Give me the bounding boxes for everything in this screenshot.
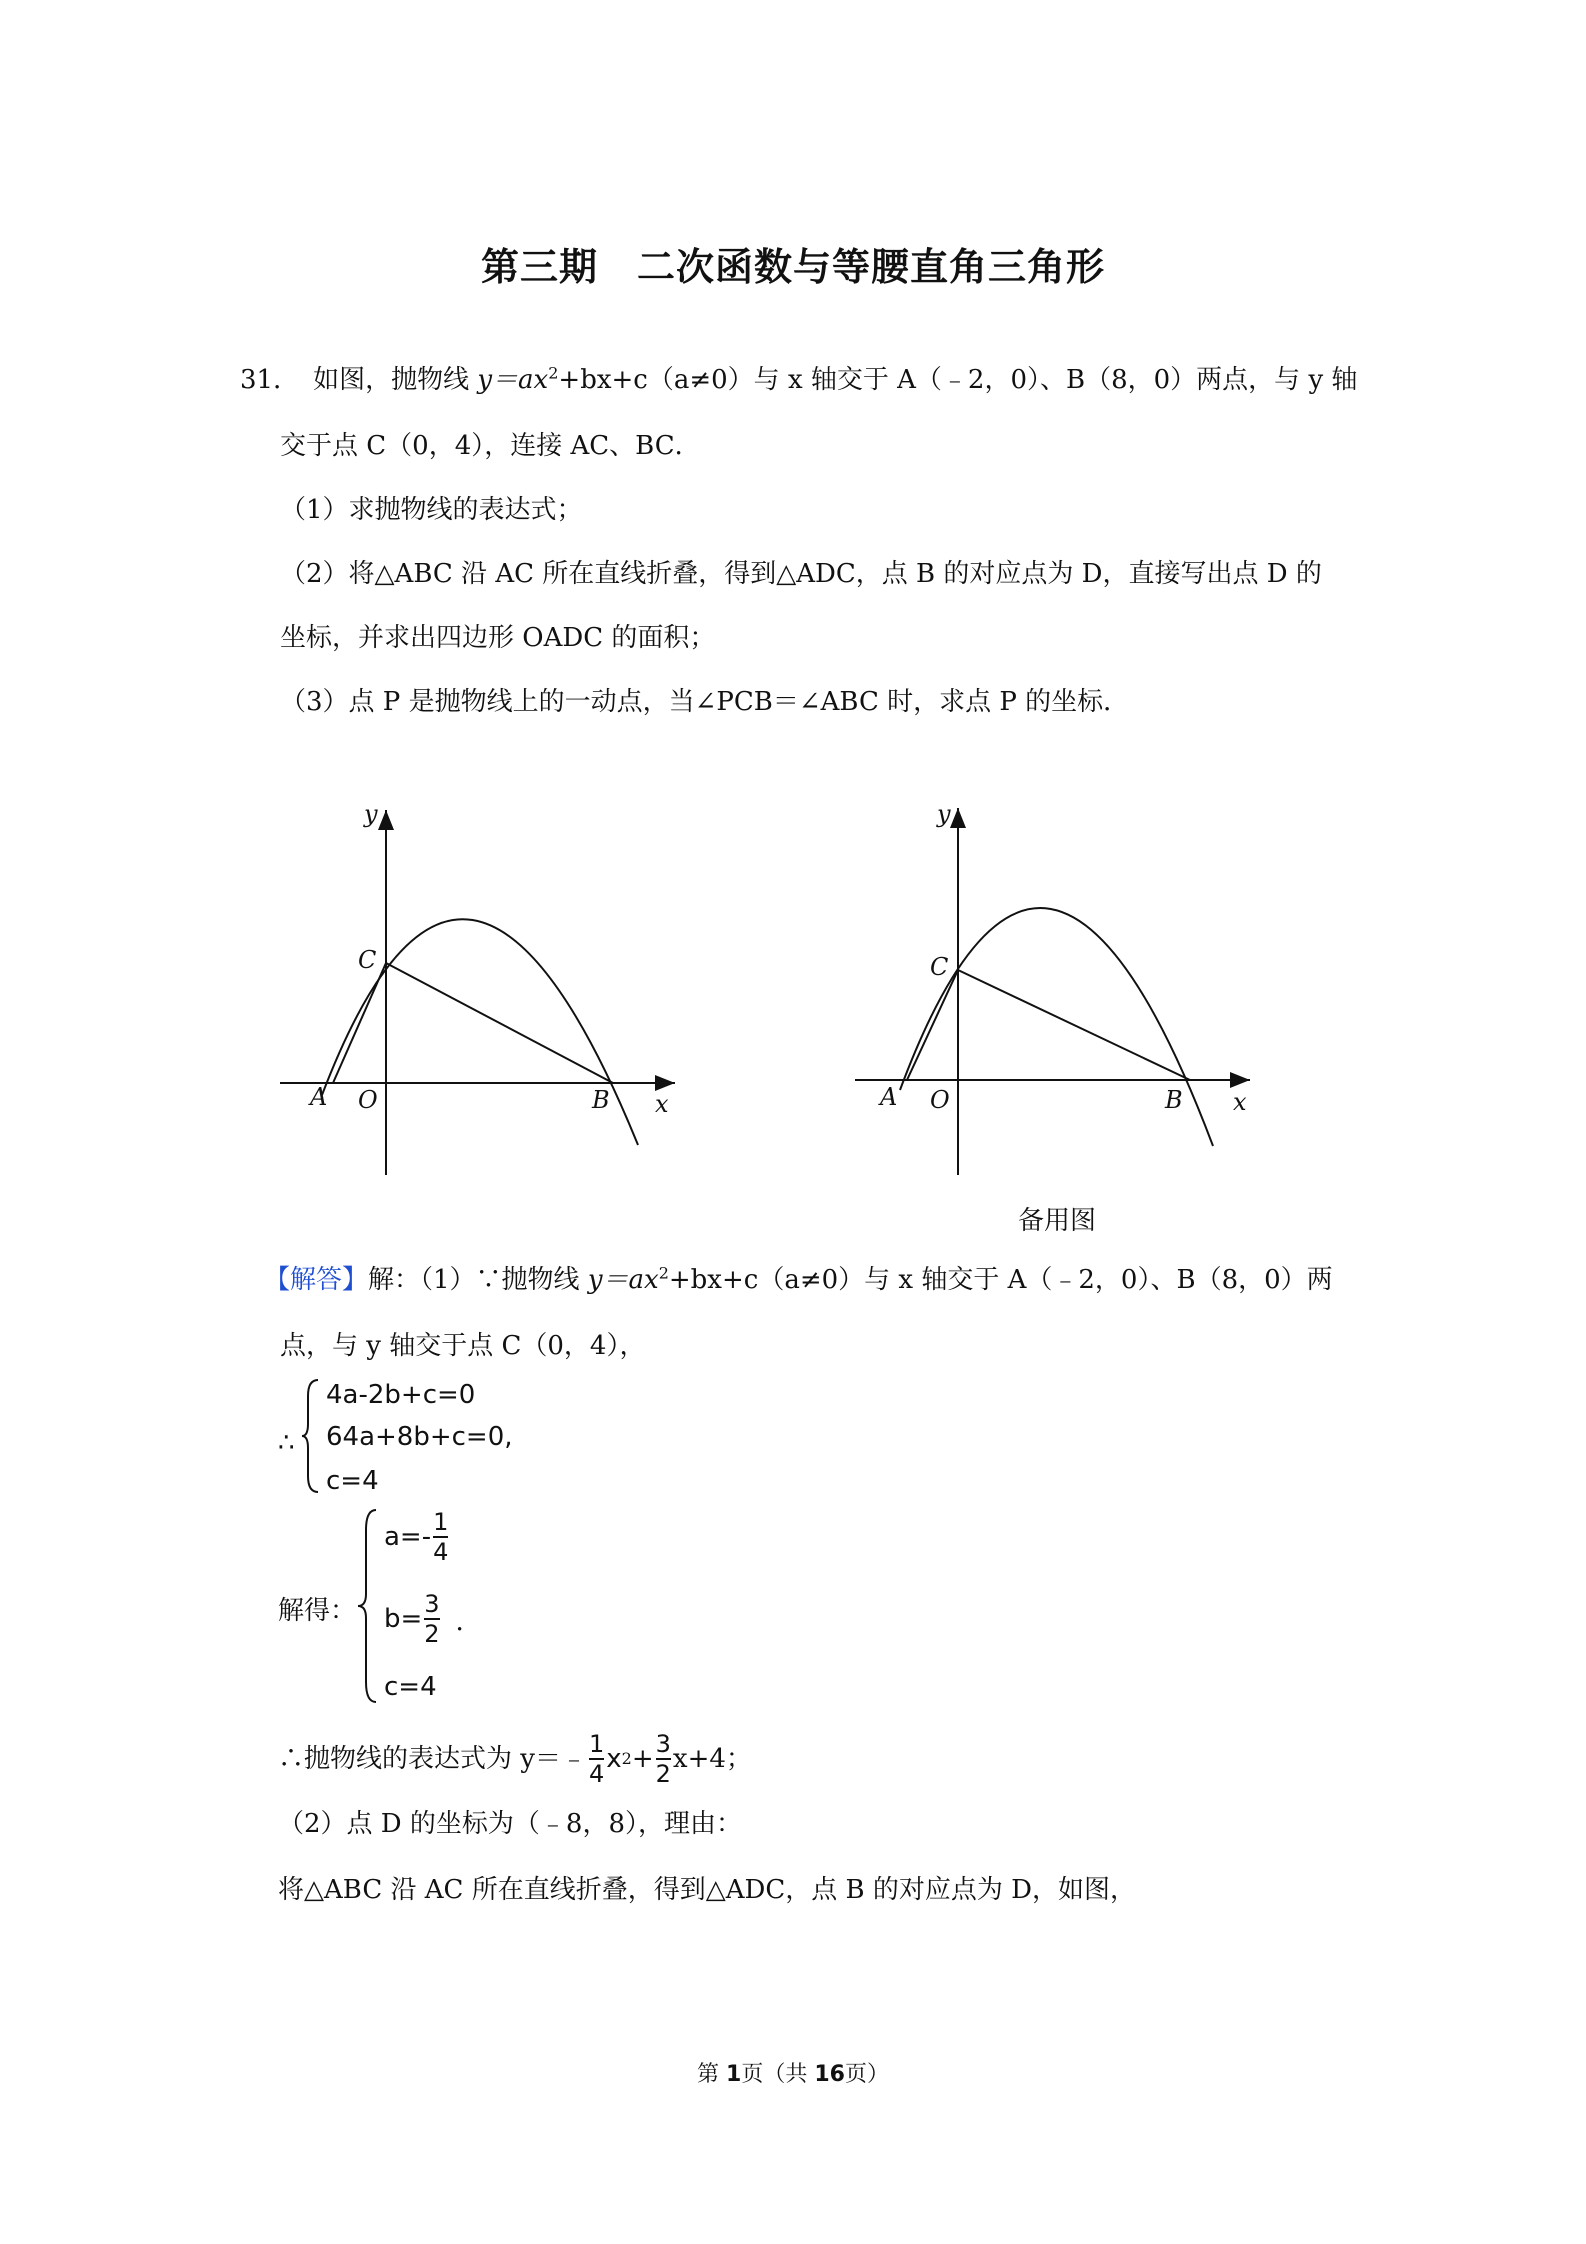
fraction: $\frac{1}{4}$ xyxy=(588,1730,605,1788)
page-title: 第三期 二次函数与等腰直角三角形 xyxy=(480,245,1105,289)
solution-part-2-line-1: （2）点 D 的坐标为（﹣8，8），理由： xyxy=(278,1809,743,1839)
figure-main xyxy=(270,790,690,1190)
left-brace xyxy=(300,1376,322,1496)
solution-part-2-line-2: 将△ABC 沿 AC 所在直线折叠，得到△ADC，点 B 的对应点为 D，如图， xyxy=(278,1875,1136,1905)
solution-line-1: 【解答】解：（1）∵抛物线 $y=ax^2+bx+c(a\ne 0)$与 x 轴交于 A（﹣2，0）、B（8，0）两 xyxy=(264,1263,1333,1295)
solve-label: 解得： xyxy=(278,1596,357,1626)
question-part-2b: 坐标，并求出四边形 OADC 的面积； xyxy=(280,623,716,653)
question-part-2a: （2）将△ABC 沿 AC 所在直线折叠，得到△ADC，点 B 的对应点为 D，直接写出点 D 的 xyxy=(280,559,1322,589)
expression-line: ∴抛物线的表达式为 y＝﹣ $\frac{1}{4}$ x 2 + $\frac{3}{2}$ x+4； xyxy=(278,1730,752,1788)
figure-caption: 备用图 xyxy=(1018,1206,1097,1236)
page-number: 1 xyxy=(726,2062,742,2087)
segment-bc xyxy=(958,970,1190,1080)
solution-tag: 【解答】 xyxy=(264,1265,369,1295)
solution-c: c=4 xyxy=(384,1672,437,1702)
fraction: $\frac{3}{2}$ xyxy=(424,1590,440,1648)
label-a: A xyxy=(310,1083,328,1111)
segment-ac xyxy=(333,963,386,1083)
question-line-2: 交于点 C（0，4），连接 AC、BC． xyxy=(280,431,701,461)
label-a: A xyxy=(880,1083,898,1111)
question-line-1: 31． 如图，抛物线 $y=ax^2+bx+c(a\ne 0)$与 x 轴交于 A（﹣2，0）、B（8，0）两点，与 y 轴 xyxy=(240,362,1357,398)
question-number: 31． xyxy=(240,365,300,395)
solution-b: b= $\frac{3}{2}$ ． xyxy=(384,1590,482,1648)
label-b: B xyxy=(1165,1086,1183,1114)
fraction: $\frac{3}{2}$ xyxy=(655,1730,671,1788)
equation-2: 64a+8b+c=0, xyxy=(326,1422,513,1452)
label-c: C xyxy=(930,953,949,981)
equation-3: c=4 xyxy=(326,1466,379,1496)
label-y: y xyxy=(937,800,951,828)
page-total: 16 xyxy=(814,2062,845,2087)
left-brace xyxy=(356,1506,380,1706)
fraction: $\frac{1}{4}$ xyxy=(433,1508,449,1566)
page-footer: 第 1页（共 16页） xyxy=(697,2062,889,2087)
label-x: x xyxy=(655,1090,669,1118)
solution-line-2: 点，与 y 轴交于点 C（0，4）， xyxy=(280,1331,646,1361)
label-c: C xyxy=(358,946,377,974)
question-part-3: （3）点 P 是抛物线上的一动点，当∠PCB＝∠ABC 时，求点 P 的坐标． xyxy=(280,687,1130,717)
label-b: B xyxy=(592,1086,610,1114)
label-o: O xyxy=(358,1086,378,1114)
figure-backup xyxy=(845,790,1265,1190)
label-y: y xyxy=(364,800,378,828)
segment-ac xyxy=(907,970,958,1080)
therefore-symbol: ∴ xyxy=(278,1428,295,1458)
label-x: x xyxy=(1233,1088,1247,1116)
label-o: O xyxy=(930,1086,950,1114)
equation-1: 4a-2b+c=0 xyxy=(326,1380,476,1410)
solution-a: a=- $\frac{1}{4}$ xyxy=(384,1508,449,1566)
question-part-1: （1）求抛物线的表达式； xyxy=(280,495,583,525)
